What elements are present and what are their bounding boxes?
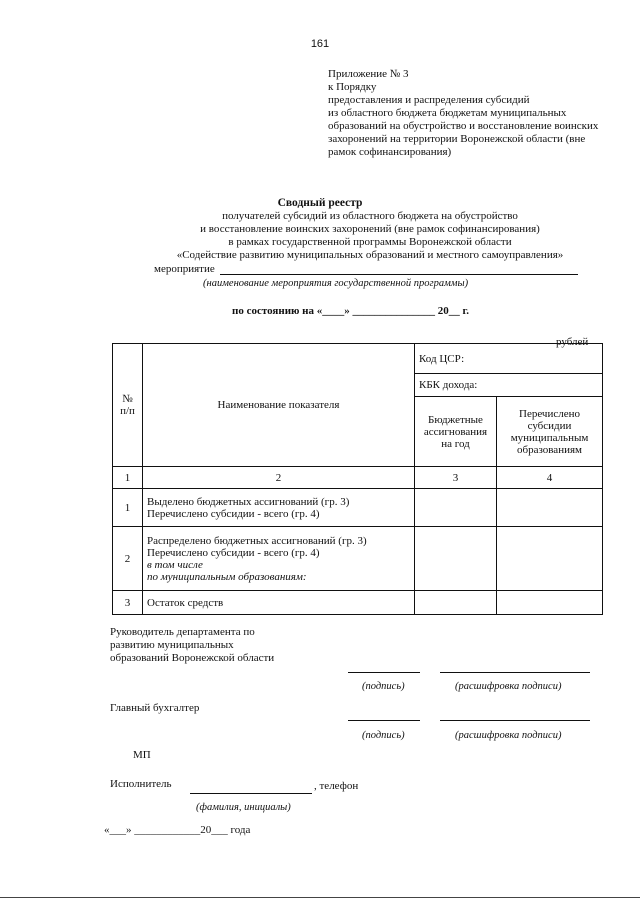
accountant-decode-line — [440, 720, 590, 721]
event-label: мероприятие — [154, 263, 215, 275]
appendix-line: рамок софинансирования) — [328, 146, 452, 158]
head-line: развитию муниципальных — [110, 639, 234, 651]
accountant-decode-label: (расшифровка подписи) — [455, 730, 562, 741]
subtitle-line: в рамках государственной программы Воронежской области — [228, 236, 512, 248]
header-kbk: КБК дохода: — [415, 374, 603, 397]
row-indicator — [143, 489, 415, 527]
appendix-line: предоставления и распределения субсидий — [328, 94, 530, 106]
head-title — [110, 626, 274, 665]
page-number: 161 — [310, 38, 330, 50]
head-signature-label: (подпись) — [362, 681, 405, 692]
row-cell-col3 — [415, 489, 497, 527]
row-indicator — [143, 527, 415, 591]
appendix-header — [328, 68, 618, 159]
fio-label: (фамилия, инициалы) — [196, 802, 291, 813]
header-num: № п/п — [113, 344, 143, 467]
accountant-title: Главный бухгалтер — [110, 702, 200, 714]
col-number: 3 — [415, 467, 497, 489]
head-signature-line — [348, 672, 420, 673]
table-row — [113, 527, 603, 591]
appendix-line: образований на обустройство и восстановление воинских — [328, 120, 599, 132]
bottom-edge-line — [0, 897, 640, 898]
appendix-line: захоронений на территории Воронежской области (вне — [328, 133, 586, 145]
row-num: 2 — [113, 527, 143, 591]
event-hint: (наименование мероприятия государственной программы) — [203, 278, 469, 289]
col-number: 4 — [497, 467, 603, 489]
table-row — [113, 591, 603, 615]
col-number: 1 — [113, 467, 143, 489]
accountant-signature-line — [348, 720, 420, 721]
row-line: Выделено бюджетных ассигнований (гр. 3) — [147, 495, 350, 508]
row-cell-col4 — [497, 591, 603, 615]
head-decode-label: (расшифровка подписи) — [455, 681, 562, 692]
row-line: в том числе — [147, 558, 203, 571]
row-num: 3 — [113, 591, 143, 615]
as-of-date: по состоянию на «____» _______________ 20__ г. — [232, 305, 470, 317]
registry-table — [112, 343, 603, 615]
document-subtitle — [140, 210, 600, 262]
event-fill-line — [220, 274, 578, 275]
subtitle-line: и восстановление воинских захоронений (вне рамок софинансирования) — [200, 223, 540, 235]
row-indicator: Остаток средств — [143, 591, 415, 615]
table-row — [113, 489, 603, 527]
row-cell-col3 — [415, 591, 497, 615]
executor-label: Исполнитель — [110, 778, 172, 790]
stamp-mark: МП — [133, 749, 151, 761]
head-line: Руководитель департамента по — [110, 626, 255, 638]
head-line: образований Воронежской области — [110, 652, 275, 664]
phone-label: , телефон — [314, 780, 359, 792]
subtitle-line: получателей субсидий из областного бюджета на обустройство — [222, 210, 518, 222]
header-indicator-name: Наименование показателя — [143, 344, 415, 467]
header-col4: Перечислено субсидии муниципальным образованиям — [497, 397, 603, 467]
header-col3: Бюджетные ассигнования на год — [415, 397, 497, 467]
row-cell-col4 — [497, 527, 603, 591]
date-line: «___» ____________20___ года — [104, 824, 251, 836]
row-line: Распределено бюджетных ассигнований (гр. 3) — [147, 534, 367, 547]
appendix-line: Приложение № 3 — [328, 68, 409, 80]
col-number: 2 — [143, 467, 415, 489]
row-cell-col4 — [497, 489, 603, 527]
header-kcsr: Код ЦСР: — [415, 344, 603, 374]
document-title: Сводный реестр — [277, 197, 363, 209]
row-cell-col3 — [415, 527, 497, 591]
appendix-line: к Порядку — [328, 81, 377, 93]
appendix-line: из областного бюджета бюджетам муниципальных — [328, 107, 567, 119]
head-decode-line — [440, 672, 590, 673]
row-line: Перечислено субсидии - всего (гр. 4) — [147, 507, 320, 520]
accountant-signature-label: (подпись) — [362, 730, 405, 741]
executor-fill-line — [190, 793, 312, 794]
subtitle-line: «Содействие развитию муниципальных образований и местного самоуправления» — [176, 249, 564, 261]
row-line: Перечислено субсидии - всего (гр. 4) — [147, 546, 320, 559]
row-line: по муниципальным образованиям: — [147, 570, 307, 583]
currency-unit: рублей — [556, 336, 589, 348]
row-num: 1 — [113, 489, 143, 527]
